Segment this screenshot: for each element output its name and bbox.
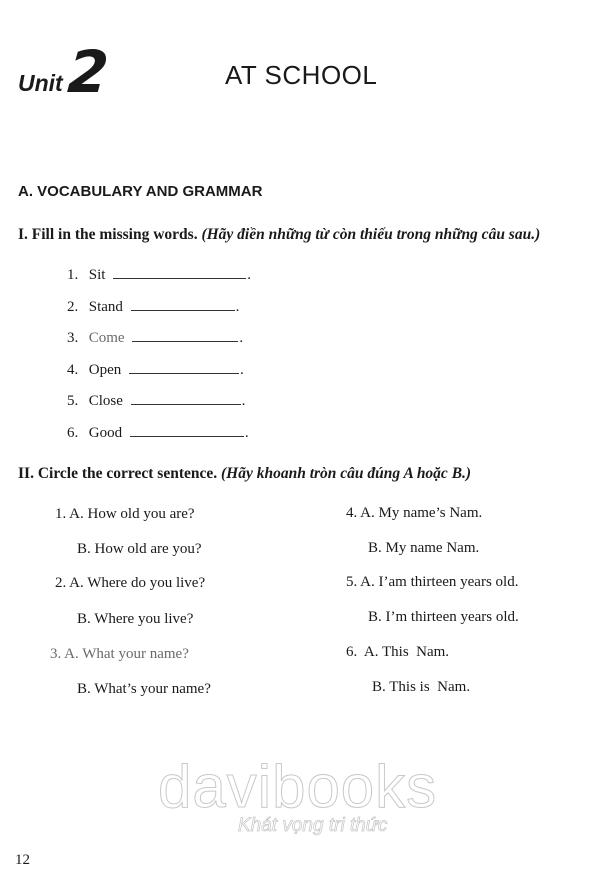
fill-blank[interactable] bbox=[132, 331, 238, 342]
option-2b[interactable]: B. Where you live? bbox=[77, 611, 194, 627]
fill-blank[interactable] bbox=[131, 394, 241, 405]
fill-item-number: 3. bbox=[67, 330, 79, 346]
option-3a[interactable]: 3. A. What your name? bbox=[50, 646, 189, 662]
exercise-1-title: I. Fill in the missing words. bbox=[18, 226, 198, 243]
watermark-slogan: Khát vọng tri thức bbox=[238, 815, 388, 836]
fill-item-number: 1. bbox=[67, 267, 79, 283]
fill-item-5: 5. Close . bbox=[67, 393, 246, 409]
unit-number: 2 bbox=[65, 38, 111, 106]
option-5b[interactable]: B. I’m thirteen years old. bbox=[368, 609, 519, 625]
unit-label: Unit bbox=[18, 70, 63, 96]
option-6b[interactable]: B. This is Nam. bbox=[372, 679, 471, 695]
option-2a[interactable]: 2. A. Where do you live? bbox=[55, 575, 206, 591]
fill-blank[interactable] bbox=[130, 426, 244, 437]
option-3b[interactable]: B. What’s your name? bbox=[77, 681, 211, 697]
page-number: 12 bbox=[15, 852, 30, 868]
fill-blank[interactable] bbox=[129, 363, 239, 374]
option-1a[interactable]: 1. A. How old you are? bbox=[55, 506, 195, 522]
fill-item-word: Good bbox=[88, 425, 123, 441]
fill-item-6: 6. Good . bbox=[67, 425, 249, 441]
exercise-1-hint: (Hãy điền những từ còn thiếu trong những câu sau.) bbox=[201, 226, 541, 243]
fill-item-word: Close bbox=[88, 393, 123, 409]
watermark-brand: davibooks bbox=[158, 753, 438, 820]
fill-item-word: Open bbox=[88, 362, 122, 378]
fill-item-1: 1. Sit . bbox=[67, 267, 251, 283]
fill-item-2: 2. Stand . bbox=[67, 299, 240, 315]
option-5a[interactable]: 5. A. I’am thirteen years old. bbox=[346, 574, 519, 590]
fill-blank[interactable] bbox=[131, 300, 235, 311]
fill-item-word: Sit bbox=[88, 267, 106, 283]
fill-blank[interactable] bbox=[113, 268, 246, 279]
exercise-1-heading bbox=[18, 226, 540, 244]
fill-item-number: 6. bbox=[67, 425, 79, 441]
fill-item-number: 2. bbox=[67, 299, 79, 315]
unit-title: AT SCHOOL bbox=[225, 60, 378, 90]
option-6a[interactable]: 6. A. This Nam. bbox=[346, 644, 450, 660]
fill-item-number: 4. bbox=[67, 362, 79, 378]
section-heading: A. VOCABULARY AND GRAMMAR bbox=[18, 183, 263, 200]
fill-item-number: 5. bbox=[67, 393, 79, 409]
option-4b[interactable]: B. My name Nam. bbox=[368, 540, 480, 556]
option-4a[interactable]: 4. A. My name’s Nam. bbox=[346, 505, 483, 521]
fill-item-4: 4. Open . bbox=[67, 362, 244, 378]
fill-item-3: 3. Come . bbox=[67, 330, 244, 346]
option-1b[interactable]: B. How old are you? bbox=[77, 541, 202, 557]
exercise-2-title: II. Circle the correct sentence. bbox=[18, 465, 218, 482]
exercise-2-hint: (Hãy khoanh tròn câu đúng A hoặc B.) bbox=[221, 465, 472, 482]
fill-item-word: Stand bbox=[88, 299, 123, 315]
exercise-2-heading bbox=[18, 465, 471, 483]
fill-item-word: Come bbox=[88, 330, 125, 346]
